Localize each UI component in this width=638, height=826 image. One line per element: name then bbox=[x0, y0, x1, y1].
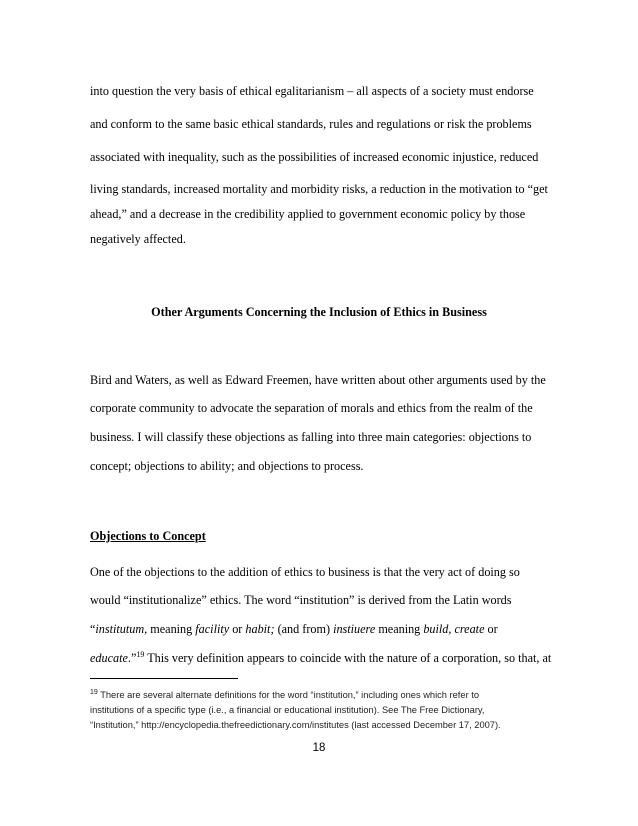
paragraph-line: business. I will classify these objections as falling into three main categories: objections to bbox=[90, 430, 532, 444]
paragraph-line: One of the objections to the addition of ethics to business is that the very act of doing so bbox=[90, 565, 520, 579]
footnote-line: institutions of a specific type (i.e., a financial or educational institution). See The Free Dictionary, bbox=[90, 705, 485, 715]
footnote-number: 19 bbox=[90, 688, 98, 696]
italic-term: build, create bbox=[423, 622, 485, 636]
paragraph-line: living standards, increased mortality and morbidity risks, a reduction in the motivation to “get bbox=[90, 182, 548, 196]
paragraph-line: negatively affected. bbox=[90, 232, 186, 246]
paragraph-line: and conform to the same basic ethical standards, rules and regulations or risk the problems bbox=[90, 117, 532, 131]
italic-term: educate bbox=[90, 651, 128, 665]
text-run: This very definition appears to coincide with the nature of a corporation, so that, at bbox=[144, 651, 552, 665]
footnote-text: There are several alternate definitions for the word “institution,” including ones which refer to bbox=[97, 690, 479, 700]
text-run: “ bbox=[90, 622, 96, 636]
paragraph-line: ahead,” and a decrease in the credibility applied to government economic policy by those bbox=[90, 207, 526, 221]
subheading: Objections to Concept bbox=[90, 529, 206, 543]
paragraph-line: corporate community to advocate the separation of morals and ethics from the realm of the bbox=[90, 401, 533, 415]
text-run: or bbox=[229, 622, 246, 636]
text-run: (and from) bbox=[274, 622, 334, 636]
italic-term: habit; bbox=[245, 622, 275, 636]
paragraph-line: concept; objections to ability; and objections to process. bbox=[90, 459, 364, 473]
paragraph-line: associated with inequality, such as the possibilities of increased economic injustice, reduced bbox=[90, 150, 539, 164]
paragraph-line: Bird and Waters, as well as Edward Freemen, have written about other arguments used by the bbox=[90, 373, 546, 387]
text-run: meaning bbox=[147, 622, 196, 636]
footnote-line bbox=[90, 688, 560, 702]
italic-term: instiuere bbox=[333, 622, 376, 636]
paragraph-line: would “institutionalize” ethics. The word “institution” is derived from the Latin words bbox=[90, 593, 512, 607]
page-number: 18 bbox=[312, 742, 326, 754]
section-heading: Other Arguments Concerning the Inclusion of Ethics in Business bbox=[151, 305, 487, 319]
italic-term: institutum, bbox=[95, 622, 148, 636]
text-run: meaning bbox=[375, 622, 424, 636]
paragraph-line bbox=[90, 622, 498, 636]
footnote-reference[interactable]: 19 bbox=[136, 649, 145, 659]
text-run: .” bbox=[127, 651, 137, 665]
text-run: or bbox=[484, 622, 498, 636]
footnote-line: “Institution,” http://encyclopedia.thefreedictionary.com/institutes (last accessed December 17, 2007). bbox=[90, 720, 501, 730]
italic-term: facility bbox=[195, 622, 230, 636]
footnote-separator bbox=[90, 678, 238, 679]
paragraph-line bbox=[90, 651, 551, 665]
paragraph-line: into question the very basis of ethical egalitarianism – all aspects of a society must endorse bbox=[90, 84, 534, 98]
